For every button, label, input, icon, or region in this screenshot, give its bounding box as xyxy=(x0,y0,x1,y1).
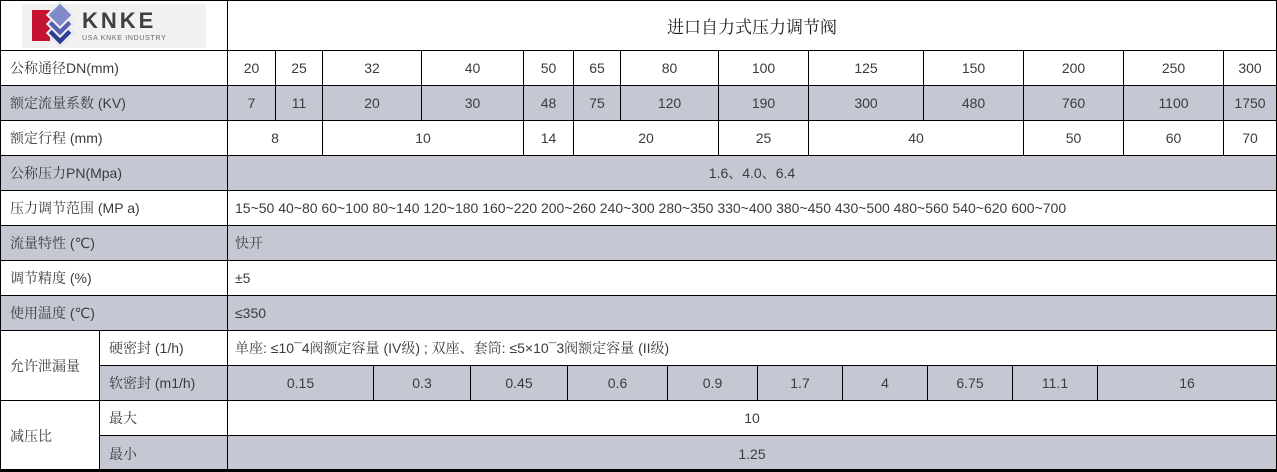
brand-name: KNKE xyxy=(82,7,157,33)
table-row-kv xyxy=(1,86,1276,121)
logo-cell xyxy=(1,1,228,50)
table-cell: 11 xyxy=(276,86,323,120)
row-label: 流量特性 (℃) xyxy=(1,226,228,260)
table-cell: 48 xyxy=(524,86,574,120)
table-cell: 480 xyxy=(924,86,1024,120)
table-cell: 单座: ≤10¯4阀额定容量 (IV级) ; 双座、套筒: ≤5×10¯3阀额定容量 (II级) xyxy=(235,340,670,356)
table-cell: 1.7 xyxy=(758,366,843,400)
table-cell: 300 xyxy=(1238,60,1262,76)
table-cell: 4 xyxy=(843,366,928,400)
table-cell: ±5 xyxy=(235,270,251,286)
table-cell: 125 xyxy=(809,51,924,85)
row-sublabel: 最小 xyxy=(100,436,228,471)
table-cell: 200 xyxy=(1024,51,1124,85)
table-row-stroke xyxy=(1,121,1276,156)
row-label: 额定行程 (mm) xyxy=(1,121,228,155)
row-label: 额定流量系数 (KV) xyxy=(1,86,228,120)
table-row-accuracy xyxy=(1,261,1276,296)
table-cell: 32 xyxy=(323,51,422,85)
logo-text xyxy=(82,7,167,42)
table-cell: 20 xyxy=(228,51,276,85)
table-row-ratio-max xyxy=(100,401,1276,436)
row-label: 公称压力PN(Mpa) xyxy=(1,156,228,190)
table-cell: 40 xyxy=(422,51,524,85)
table-row-header xyxy=(1,1,1276,51)
table-cell: 50 xyxy=(524,51,574,85)
table-cell: 0.15 xyxy=(228,366,374,400)
table-cell: 20 xyxy=(574,121,719,155)
table-cell: 11.1 xyxy=(1013,366,1098,400)
table-cell: 80 xyxy=(621,51,719,85)
table-row-soft-seal xyxy=(100,366,1276,401)
table-cell: 7 xyxy=(228,86,276,120)
table-cell: 10 xyxy=(744,410,760,426)
table-row-hard-seal xyxy=(100,331,1276,366)
table-cell: 8 xyxy=(228,121,323,155)
table-cell: 50 xyxy=(1024,121,1124,155)
page-title: 进口自力式压力调节阀 xyxy=(667,18,837,37)
table-row-flow xyxy=(1,226,1276,261)
table-cell: 14 xyxy=(524,121,574,155)
table-cell: 250 xyxy=(1124,51,1224,85)
table-cell: 150 xyxy=(924,51,1024,85)
table-cell: 120 xyxy=(621,86,719,120)
table-cell: 100 xyxy=(719,51,809,85)
row-label: 压力调节范围 (MP a) xyxy=(1,191,228,225)
table-cell: 75 xyxy=(574,86,621,120)
table-cell: 1.25 xyxy=(738,445,766,462)
table-cell: 40 xyxy=(809,121,1024,155)
knke-logo xyxy=(22,4,206,48)
row-label: 公称通径DN(mm) xyxy=(1,51,228,85)
section-leakage xyxy=(1,331,1276,401)
table-cell: 25 xyxy=(276,51,323,85)
brand-tagline: USA KNKE INDUSTRY xyxy=(82,34,167,42)
table-row-pn xyxy=(1,156,1276,191)
table-row-range xyxy=(1,191,1276,226)
logo-diamonds-icon xyxy=(43,6,75,46)
table-cell: 30 xyxy=(422,86,524,120)
table-cell: 1750 xyxy=(1234,95,1266,111)
table-cell: 20 xyxy=(323,86,422,120)
table-cell: 0.45 xyxy=(471,366,568,400)
table-cell: ≤350 xyxy=(235,305,267,321)
table-cell: 70 xyxy=(1242,130,1258,146)
table-cell: 1100 xyxy=(1124,86,1224,120)
table-cell: 0.6 xyxy=(568,366,668,400)
table-cell: 15~50 40~80 60~100 80~140 120~180 160~220 200~260 240~300 280~350 330~400 380~450 430~500 480~560 540~620 600~700 xyxy=(235,200,1067,216)
table-row-ratio-min xyxy=(100,436,1276,471)
row-sublabel: 硬密封 (1/h) xyxy=(100,331,228,365)
table-cell: 65 xyxy=(574,51,621,85)
row-label: 调节精度 (%) xyxy=(1,261,228,295)
section-ratio xyxy=(1,401,1276,471)
row-label: 使用温度 (℃) xyxy=(1,296,228,330)
section-label: 允许泄漏量 xyxy=(1,331,100,401)
table-cell: 190 xyxy=(719,86,809,120)
table-cell: 10 xyxy=(323,121,524,155)
table-cell: 0.3 xyxy=(374,366,471,400)
row-sublabel: 最大 xyxy=(100,401,228,435)
table-cell: 60 xyxy=(1124,121,1224,155)
table-cell: 6.75 xyxy=(928,366,1013,400)
table-cell: 0.9 xyxy=(668,366,758,400)
table-cell: 25 xyxy=(719,121,809,155)
table-row-dn xyxy=(1,51,1276,86)
table-cell: 300 xyxy=(809,86,924,120)
table-cell: 16 xyxy=(1179,375,1195,391)
section-label: 减压比 xyxy=(1,401,100,471)
table-cell: 快开 xyxy=(235,235,263,251)
table-cell: 760 xyxy=(1024,86,1124,120)
table-row-temp xyxy=(1,296,1276,331)
row-sublabel: 软密封 (m1/h) xyxy=(100,366,228,400)
table-cell: 1.6、4.0、6.4 xyxy=(708,165,796,181)
